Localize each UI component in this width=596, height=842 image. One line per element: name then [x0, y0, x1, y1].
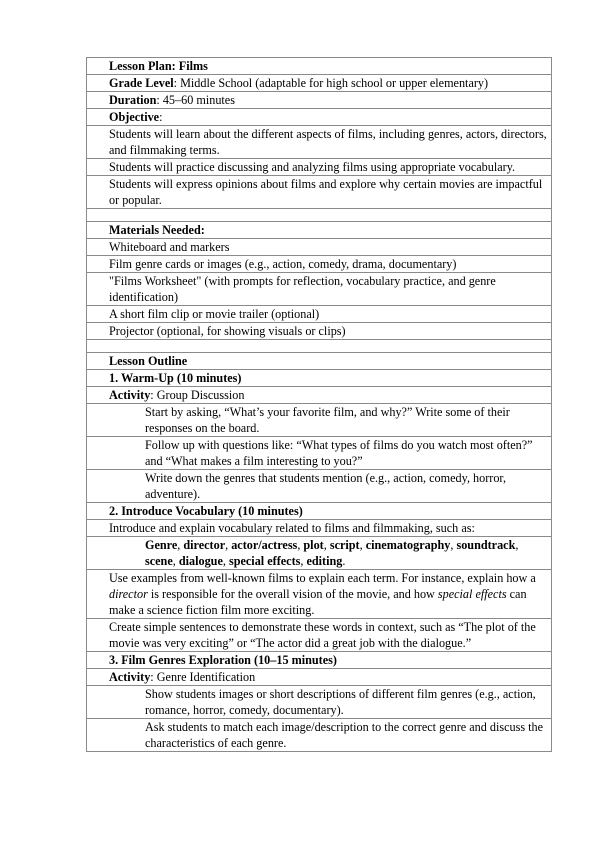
section3-activity-row — [86, 669, 552, 686]
material-item: "Films Worksheet" (with prompts for reflection, vocabulary practice, and genre identification) — [86, 273, 552, 306]
vocab-term: cinematography — [365, 538, 451, 552]
section1-heading: 1. Warm-Up (10 minutes) — [109, 371, 242, 385]
vocab-term: Genre — [145, 538, 178, 552]
lesson-title-row — [86, 57, 552, 75]
outline-heading-row — [86, 353, 552, 370]
objective-colon: : — [159, 110, 163, 124]
grade-level-row — [86, 75, 552, 92]
activity-value: : Group Discussion — [150, 388, 245, 402]
section2-heading: 2. Introduce Vocabulary (10 minutes) — [109, 504, 303, 518]
material-item: Projector (optional, for showing visuals or clips) — [86, 323, 552, 340]
section1-step: Start by asking, “What’s your favorite film, and why?” Write some of their responses on the board. — [86, 404, 552, 437]
vocab-separator: . — [342, 554, 346, 568]
vocab-separator: , — [297, 538, 304, 552]
vocab-term: soundtrack — [456, 538, 516, 552]
examples-italic-term: director — [109, 587, 148, 601]
material-item: A short film clip or movie trailer (optional) — [86, 306, 552, 323]
vocab-term: special effects — [228, 554, 301, 568]
vocabulary-list — [86, 537, 552, 570]
section1-heading-row — [86, 370, 552, 387]
section1-step: Follow up with questions like: “What types of films do you watch most often?” and “What makes a film interesting to you?” — [86, 437, 552, 470]
objective-item: Students will express opinions about films and explore why certain movies are impactful or popular. — [86, 176, 552, 209]
vocab-separator: , — [359, 538, 366, 552]
section3-heading-row — [86, 652, 552, 669]
vocab-term: scene — [145, 554, 173, 568]
lesson-plan-table — [86, 57, 552, 752]
vocab-separator: , — [515, 538, 519, 552]
objective-item: Students will learn about the different aspects of films, including genres, actors, directors, and filmmaking terms. — [86, 126, 552, 159]
vocab-separator: , — [225, 538, 232, 552]
material-item: Whiteboard and markers — [86, 239, 552, 256]
vocab-term: editing — [306, 554, 343, 568]
spacer-row — [86, 340, 552, 353]
duration-value: : 45–60 minutes — [156, 93, 235, 107]
examples-italic-term: special effects — [437, 587, 507, 601]
examples-text: is responsible for the overall vision of the movie, and how — [147, 587, 438, 601]
vocab-term: plot — [303, 538, 324, 552]
vocab-separator: , — [323, 538, 330, 552]
vocab-term: script — [329, 538, 360, 552]
objective-item: Students will practice discussing and analyzing films using appropriate vocabulary. — [86, 159, 552, 176]
examples-text: can make a science fiction film more exciting. — [109, 587, 527, 617]
activity-label: Activity — [109, 388, 151, 402]
objective-label: Objective — [109, 110, 160, 124]
objective-row — [86, 109, 552, 126]
vocab-separator: , — [222, 554, 229, 568]
grade-level-label: Grade Level — [109, 76, 174, 90]
section1-activity-row — [86, 387, 552, 404]
material-item: Film genre cards or images (e.g., action, comedy, drama, documentary) — [86, 256, 552, 273]
section3-step: Show students images or short descriptions of different film genres (e.g., action, romance, horror, comedy, documentary). — [86, 686, 552, 719]
section3-step: Ask students to match each image/description to the correct genre and discuss the characteristics of each genre. — [86, 719, 552, 752]
vocab-separator: , — [450, 538, 457, 552]
examples-text: Use examples from well-known films to explain each term. For instance, explain how a — [109, 571, 536, 585]
section2-sentences: Create simple sentences to demonstrate these words in context, such as “The plot of the movie was very exciting” or “The actor did a great job with the dialogue.” — [86, 619, 552, 652]
vocab-term: dialogue — [178, 554, 223, 568]
vocab-separator: , — [172, 554, 179, 568]
duration-label: Duration — [109, 93, 157, 107]
duration-row — [86, 92, 552, 109]
section2-intro: Introduce and explain vocabulary related to films and filmmaking, such as: — [86, 520, 552, 537]
vocab-term: director — [183, 538, 226, 552]
vocab-term: actor/actress — [231, 538, 298, 552]
section2-examples — [86, 570, 552, 619]
vocab-separator: , — [177, 538, 184, 552]
section3-heading: 3. Film Genres Exploration (10–15 minutes) — [109, 653, 337, 667]
spacer-row — [86, 209, 552, 222]
materials-heading-row — [86, 222, 552, 239]
section2-heading-row — [86, 503, 552, 520]
vocab-separator: , — [300, 554, 307, 568]
outline-heading: Lesson Outline — [109, 354, 188, 368]
section1-step: Write down the genres that students mention (e.g., action, comedy, horror, adventure). — [86, 470, 552, 503]
activity-value: : Genre Identification — [150, 670, 256, 684]
activity-label: Activity — [109, 670, 151, 684]
grade-level-value: : Middle School (adaptable for high school or upper elementary) — [173, 76, 489, 90]
materials-heading: Materials Needed: — [109, 223, 205, 237]
lesson-title: Lesson Plan: Films — [109, 59, 208, 73]
